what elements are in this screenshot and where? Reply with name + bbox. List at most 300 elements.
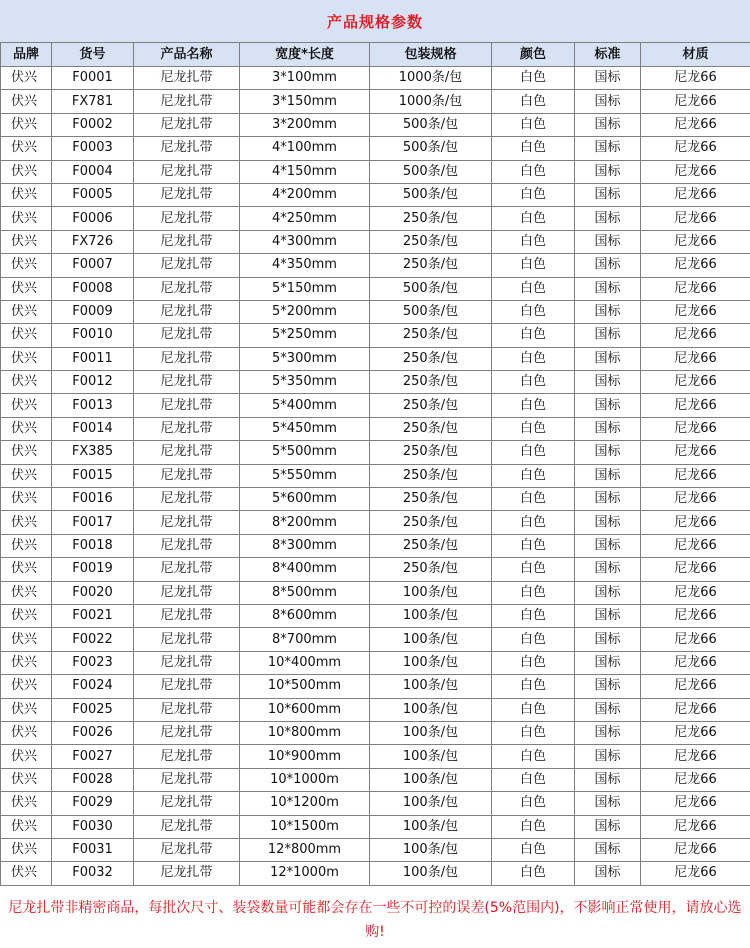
cell-sku: FX726	[52, 230, 134, 253]
cell-size: 10*400mm	[240, 651, 370, 674]
cell-size: 4*250mm	[240, 207, 370, 230]
cell-packaging: 100条/包	[370, 721, 492, 744]
cell-brand: 伏兴	[1, 300, 52, 323]
cell-material: 尼龙66	[641, 137, 750, 160]
table-row	[1, 698, 750, 721]
cell-material: 尼龙66	[641, 324, 750, 347]
cell-sku: F0010	[52, 324, 134, 347]
cell-size: 10*1500m	[240, 815, 370, 838]
cell-material: 尼龙66	[641, 815, 750, 838]
cell-product-name: 尼龙扎带	[134, 511, 240, 534]
cell-packaging: 1000条/包	[370, 90, 492, 113]
cell-size: 10*500mm	[240, 675, 370, 698]
cell-packaging: 100条/包	[370, 604, 492, 627]
table-title: 产品规格参数	[0, 0, 750, 42]
cell-color: 白色	[492, 441, 575, 464]
cell-product-name: 尼龙扎带	[134, 792, 240, 815]
cell-size: 5*150mm	[240, 277, 370, 300]
cell-standard: 国标	[575, 160, 641, 183]
cell-material: 尼龙66	[641, 651, 750, 674]
cell-sku: F0021	[52, 604, 134, 627]
cell-sku: F0032	[52, 862, 134, 885]
cell-brand: 伏兴	[1, 721, 52, 744]
cell-color: 白色	[492, 394, 575, 417]
cell-sku: F0015	[52, 464, 134, 487]
cell-size: 10*900mm	[240, 745, 370, 768]
cell-standard: 国标	[575, 604, 641, 627]
cell-product-name: 尼龙扎带	[134, 745, 240, 768]
col-header-product-name: 产品名称	[134, 43, 240, 67]
cell-standard: 国标	[575, 534, 641, 557]
cell-product-name: 尼龙扎带	[134, 207, 240, 230]
cell-sku: F0022	[52, 628, 134, 651]
cell-brand: 伏兴	[1, 277, 52, 300]
cell-product-name: 尼龙扎带	[134, 721, 240, 744]
cell-standard: 国标	[575, 838, 641, 861]
cell-packaging: 100条/包	[370, 768, 492, 791]
cell-size: 5*250mm	[240, 324, 370, 347]
cell-product-name: 尼龙扎带	[134, 300, 240, 323]
table-row	[1, 207, 750, 230]
cell-sku: F0008	[52, 277, 134, 300]
cell-brand: 伏兴	[1, 324, 52, 347]
cell-standard: 国标	[575, 721, 641, 744]
cell-brand: 伏兴	[1, 488, 52, 511]
col-header-brand: 品牌	[1, 43, 52, 67]
cell-brand: 伏兴	[1, 511, 52, 534]
cell-material: 尼龙66	[641, 838, 750, 861]
table-row	[1, 604, 750, 627]
cell-sku: F0027	[52, 745, 134, 768]
spec-table	[0, 42, 750, 886]
cell-color: 白色	[492, 300, 575, 323]
cell-packaging: 500条/包	[370, 137, 492, 160]
cell-brand: 伏兴	[1, 207, 52, 230]
cell-brand: 伏兴	[1, 558, 52, 581]
table-row	[1, 441, 750, 464]
cell-brand: 伏兴	[1, 371, 52, 394]
cell-material: 尼龙66	[641, 254, 750, 277]
cell-product-name: 尼龙扎带	[134, 558, 240, 581]
table-row	[1, 838, 750, 861]
cell-size: 4*150mm	[240, 160, 370, 183]
cell-color: 白色	[492, 90, 575, 113]
cell-product-name: 尼龙扎带	[134, 768, 240, 791]
cell-material: 尼龙66	[641, 160, 750, 183]
cell-standard: 国标	[575, 581, 641, 604]
cell-product-name: 尼龙扎带	[134, 534, 240, 557]
table-row	[1, 183, 750, 206]
table-row	[1, 792, 750, 815]
cell-product-name: 尼龙扎带	[134, 628, 240, 651]
cell-brand: 伏兴	[1, 862, 52, 885]
cell-standard: 国标	[575, 862, 641, 885]
cell-product-name: 尼龙扎带	[134, 394, 240, 417]
cell-packaging: 100条/包	[370, 862, 492, 885]
cell-material: 尼龙66	[641, 488, 750, 511]
cell-sku: F0004	[52, 160, 134, 183]
cell-packaging: 500条/包	[370, 300, 492, 323]
cell-size: 4*100mm	[240, 137, 370, 160]
cell-standard: 国标	[575, 792, 641, 815]
cell-brand: 伏兴	[1, 815, 52, 838]
cell-packaging: 250条/包	[370, 441, 492, 464]
cell-product-name: 尼龙扎带	[134, 254, 240, 277]
cell-brand: 伏兴	[1, 675, 52, 698]
cell-color: 白色	[492, 137, 575, 160]
cell-color: 白色	[492, 651, 575, 674]
cell-packaging: 250条/包	[370, 254, 492, 277]
cell-color: 白色	[492, 604, 575, 627]
cell-packaging: 100条/包	[370, 651, 492, 674]
table-header-row	[1, 43, 750, 67]
cell-product-name: 尼龙扎带	[134, 67, 240, 90]
cell-product-name: 尼龙扎带	[134, 581, 240, 604]
cell-size: 10*800mm	[240, 721, 370, 744]
cell-standard: 国标	[575, 207, 641, 230]
table-row	[1, 113, 750, 136]
cell-color: 白色	[492, 628, 575, 651]
cell-brand: 伏兴	[1, 768, 52, 791]
cell-brand: 伏兴	[1, 347, 52, 370]
cell-size: 4*200mm	[240, 183, 370, 206]
cell-packaging: 100条/包	[370, 698, 492, 721]
cell-product-name: 尼龙扎带	[134, 604, 240, 627]
cell-product-name: 尼龙扎带	[134, 137, 240, 160]
table-row	[1, 745, 750, 768]
cell-sku: F0012	[52, 371, 134, 394]
table-row	[1, 160, 750, 183]
cell-standard: 国标	[575, 441, 641, 464]
cell-sku: F0014	[52, 417, 134, 440]
cell-color: 白色	[492, 511, 575, 534]
cell-packaging: 100条/包	[370, 581, 492, 604]
cell-color: 白色	[492, 67, 575, 90]
table-row	[1, 230, 750, 253]
table-row	[1, 558, 750, 581]
cell-standard: 国标	[575, 347, 641, 370]
cell-standard: 国标	[575, 488, 641, 511]
cell-brand: 伏兴	[1, 160, 52, 183]
cell-sku: F0019	[52, 558, 134, 581]
cell-brand: 伏兴	[1, 628, 52, 651]
cell-color: 白色	[492, 254, 575, 277]
cell-product-name: 尼龙扎带	[134, 488, 240, 511]
cell-standard: 国标	[575, 137, 641, 160]
cell-packaging: 250条/包	[370, 371, 492, 394]
col-header-size: 宽度*长度	[240, 43, 370, 67]
cell-sku: F0003	[52, 137, 134, 160]
cell-sku: F0017	[52, 511, 134, 534]
cell-brand: 伏兴	[1, 534, 52, 557]
table-row	[1, 675, 750, 698]
cell-packaging: 250条/包	[370, 464, 492, 487]
cell-size: 4*350mm	[240, 254, 370, 277]
cell-material: 尼龙66	[641, 581, 750, 604]
cell-material: 尼龙66	[641, 207, 750, 230]
table-row	[1, 581, 750, 604]
table-row	[1, 815, 750, 838]
cell-size: 3*100mm	[240, 67, 370, 90]
cell-packaging: 500条/包	[370, 113, 492, 136]
cell-packaging: 250条/包	[370, 488, 492, 511]
cell-standard: 国标	[575, 300, 641, 323]
cell-sku: F0024	[52, 675, 134, 698]
cell-color: 白色	[492, 815, 575, 838]
cell-brand: 伏兴	[1, 792, 52, 815]
cell-brand: 伏兴	[1, 464, 52, 487]
cell-color: 白色	[492, 324, 575, 347]
cell-sku: F0006	[52, 207, 134, 230]
cell-packaging: 250条/包	[370, 534, 492, 557]
cell-packaging: 500条/包	[370, 160, 492, 183]
cell-standard: 国标	[575, 768, 641, 791]
cell-packaging: 100条/包	[370, 675, 492, 698]
cell-product-name: 尼龙扎带	[134, 838, 240, 861]
cell-standard: 国标	[575, 628, 641, 651]
cell-standard: 国标	[575, 254, 641, 277]
cell-standard: 国标	[575, 324, 641, 347]
cell-color: 白色	[492, 534, 575, 557]
cell-packaging: 100条/包	[370, 838, 492, 861]
cell-standard: 国标	[575, 464, 641, 487]
cell-material: 尼龙66	[641, 792, 750, 815]
col-header-color: 颜色	[492, 43, 575, 67]
cell-brand: 伏兴	[1, 254, 52, 277]
cell-sku: F0016	[52, 488, 134, 511]
cell-brand: 伏兴	[1, 838, 52, 861]
cell-packaging: 500条/包	[370, 183, 492, 206]
cell-color: 白色	[492, 792, 575, 815]
cell-packaging: 250条/包	[370, 417, 492, 440]
cell-size: 10*1200m	[240, 792, 370, 815]
cell-packaging: 250条/包	[370, 558, 492, 581]
cell-size: 5*600mm	[240, 488, 370, 511]
cell-standard: 国标	[575, 67, 641, 90]
table-row	[1, 488, 750, 511]
cell-product-name: 尼龙扎带	[134, 815, 240, 838]
cell-material: 尼龙66	[641, 604, 750, 627]
table-row	[1, 90, 750, 113]
cell-sku: F0025	[52, 698, 134, 721]
cell-sku: F0029	[52, 792, 134, 815]
cell-material: 尼龙66	[641, 183, 750, 206]
cell-brand: 伏兴	[1, 183, 52, 206]
cell-material: 尼龙66	[641, 113, 750, 136]
cell-color: 白色	[492, 183, 575, 206]
cell-size: 3*150mm	[240, 90, 370, 113]
cell-size: 5*200mm	[240, 300, 370, 323]
cell-packaging: 250条/包	[370, 511, 492, 534]
cell-standard: 国标	[575, 90, 641, 113]
cell-color: 白色	[492, 417, 575, 440]
cell-sku: F0002	[52, 113, 134, 136]
cell-color: 白色	[492, 838, 575, 861]
cell-brand: 伏兴	[1, 113, 52, 136]
cell-product-name: 尼龙扎带	[134, 324, 240, 347]
cell-size: 8*300mm	[240, 534, 370, 557]
cell-standard: 国标	[575, 113, 641, 136]
cell-brand: 伏兴	[1, 230, 52, 253]
cell-material: 尼龙66	[641, 698, 750, 721]
cell-standard: 国标	[575, 277, 641, 300]
cell-product-name: 尼龙扎带	[134, 113, 240, 136]
cell-size: 5*450mm	[240, 417, 370, 440]
cell-packaging: 100条/包	[370, 792, 492, 815]
cell-size: 5*350mm	[240, 371, 370, 394]
table-row	[1, 417, 750, 440]
cell-material: 尼龙66	[641, 675, 750, 698]
table-row	[1, 371, 750, 394]
cell-color: 白色	[492, 721, 575, 744]
cell-product-name: 尼龙扎带	[134, 862, 240, 885]
cell-sku: F0026	[52, 721, 134, 744]
table-row	[1, 534, 750, 557]
cell-sku: F0011	[52, 347, 134, 370]
cell-product-name: 尼龙扎带	[134, 651, 240, 674]
cell-brand: 伏兴	[1, 604, 52, 627]
cell-material: 尼龙66	[641, 534, 750, 557]
table-row	[1, 324, 750, 347]
cell-sku: F0018	[52, 534, 134, 557]
cell-product-name: 尼龙扎带	[134, 277, 240, 300]
cell-standard: 国标	[575, 371, 641, 394]
cell-sku: F0007	[52, 254, 134, 277]
cell-brand: 伏兴	[1, 441, 52, 464]
cell-brand: 伏兴	[1, 581, 52, 604]
cell-brand: 伏兴	[1, 698, 52, 721]
cell-size: 8*600mm	[240, 604, 370, 627]
cell-material: 尼龙66	[641, 511, 750, 534]
cell-color: 白色	[492, 371, 575, 394]
cell-packaging: 100条/包	[370, 745, 492, 768]
cell-brand: 伏兴	[1, 67, 52, 90]
cell-product-name: 尼龙扎带	[134, 183, 240, 206]
cell-brand: 伏兴	[1, 90, 52, 113]
cell-color: 白色	[492, 113, 575, 136]
cell-material: 尼龙66	[641, 558, 750, 581]
col-header-standard: 标准	[575, 43, 641, 67]
cell-size: 4*300mm	[240, 230, 370, 253]
cell-packaging: 500条/包	[370, 277, 492, 300]
cell-material: 尼龙66	[641, 464, 750, 487]
cell-standard: 国标	[575, 675, 641, 698]
cell-standard: 国标	[575, 394, 641, 417]
table-row	[1, 254, 750, 277]
table-row	[1, 277, 750, 300]
cell-size: 5*550mm	[240, 464, 370, 487]
cell-material: 尼龙66	[641, 347, 750, 370]
cell-material: 尼龙66	[641, 230, 750, 253]
cell-size: 5*500mm	[240, 441, 370, 464]
cell-sku: F0020	[52, 581, 134, 604]
cell-color: 白色	[492, 277, 575, 300]
cell-size: 12*1000m	[240, 862, 370, 885]
cell-sku: F0013	[52, 394, 134, 417]
cell-standard: 国标	[575, 815, 641, 838]
cell-color: 白色	[492, 698, 575, 721]
cell-product-name: 尼龙扎带	[134, 230, 240, 253]
cell-color: 白色	[492, 230, 575, 253]
table-row	[1, 862, 750, 885]
cell-product-name: 尼龙扎带	[134, 417, 240, 440]
cell-material: 尼龙66	[641, 745, 750, 768]
table-row	[1, 464, 750, 487]
cell-material: 尼龙66	[641, 394, 750, 417]
cell-product-name: 尼龙扎带	[134, 371, 240, 394]
cell-product-name: 尼龙扎带	[134, 464, 240, 487]
cell-size: 10*1000m	[240, 768, 370, 791]
cell-packaging: 250条/包	[370, 207, 492, 230]
col-header-material: 材质	[641, 43, 750, 67]
cell-material: 尼龙66	[641, 862, 750, 885]
cell-sku: FX385	[52, 441, 134, 464]
table-row	[1, 721, 750, 744]
cell-brand: 伏兴	[1, 137, 52, 160]
table-row	[1, 394, 750, 417]
table-row	[1, 67, 750, 90]
cell-product-name: 尼龙扎带	[134, 675, 240, 698]
cell-standard: 国标	[575, 183, 641, 206]
cell-material: 尼龙66	[641, 300, 750, 323]
table-row	[1, 347, 750, 370]
cell-product-name: 尼龙扎带	[134, 347, 240, 370]
cell-sku: F0009	[52, 300, 134, 323]
cell-material: 尼龙66	[641, 721, 750, 744]
table-row	[1, 511, 750, 534]
cell-sku: F0028	[52, 768, 134, 791]
cell-color: 白色	[492, 768, 575, 791]
cell-color: 白色	[492, 745, 575, 768]
cell-brand: 伏兴	[1, 745, 52, 768]
cell-size: 8*500mm	[240, 581, 370, 604]
cell-standard: 国标	[575, 698, 641, 721]
cell-size: 3*200mm	[240, 113, 370, 136]
cell-material: 尼龙66	[641, 371, 750, 394]
cell-product-name: 尼龙扎带	[134, 160, 240, 183]
cell-size: 8*200mm	[240, 511, 370, 534]
cell-material: 尼龙66	[641, 417, 750, 440]
cell-material: 尼龙66	[641, 90, 750, 113]
cell-product-name: 尼龙扎带	[134, 441, 240, 464]
cell-standard: 国标	[575, 230, 641, 253]
cell-color: 白色	[492, 160, 575, 183]
col-header-sku: 货号	[52, 43, 134, 67]
cell-sku: F0005	[52, 183, 134, 206]
cell-color: 白色	[492, 464, 575, 487]
cell-standard: 国标	[575, 511, 641, 534]
cell-material: 尼龙66	[641, 277, 750, 300]
cell-size: 8*700mm	[240, 628, 370, 651]
cell-material: 尼龙66	[641, 67, 750, 90]
cell-brand: 伏兴	[1, 651, 52, 674]
cell-sku: F0030	[52, 815, 134, 838]
cell-color: 白色	[492, 581, 575, 604]
cell-packaging: 100条/包	[370, 628, 492, 651]
cell-size: 12*800mm	[240, 838, 370, 861]
cell-color: 白色	[492, 675, 575, 698]
cell-product-name: 尼龙扎带	[134, 90, 240, 113]
cell-material: 尼龙66	[641, 768, 750, 791]
cell-packaging: 1000条/包	[370, 67, 492, 90]
col-header-packaging: 包装规格	[370, 43, 492, 67]
table-row	[1, 137, 750, 160]
cell-size: 5*400mm	[240, 394, 370, 417]
table-row	[1, 768, 750, 791]
cell-packaging: 250条/包	[370, 230, 492, 253]
cell-standard: 国标	[575, 417, 641, 440]
cell-brand: 伏兴	[1, 417, 52, 440]
